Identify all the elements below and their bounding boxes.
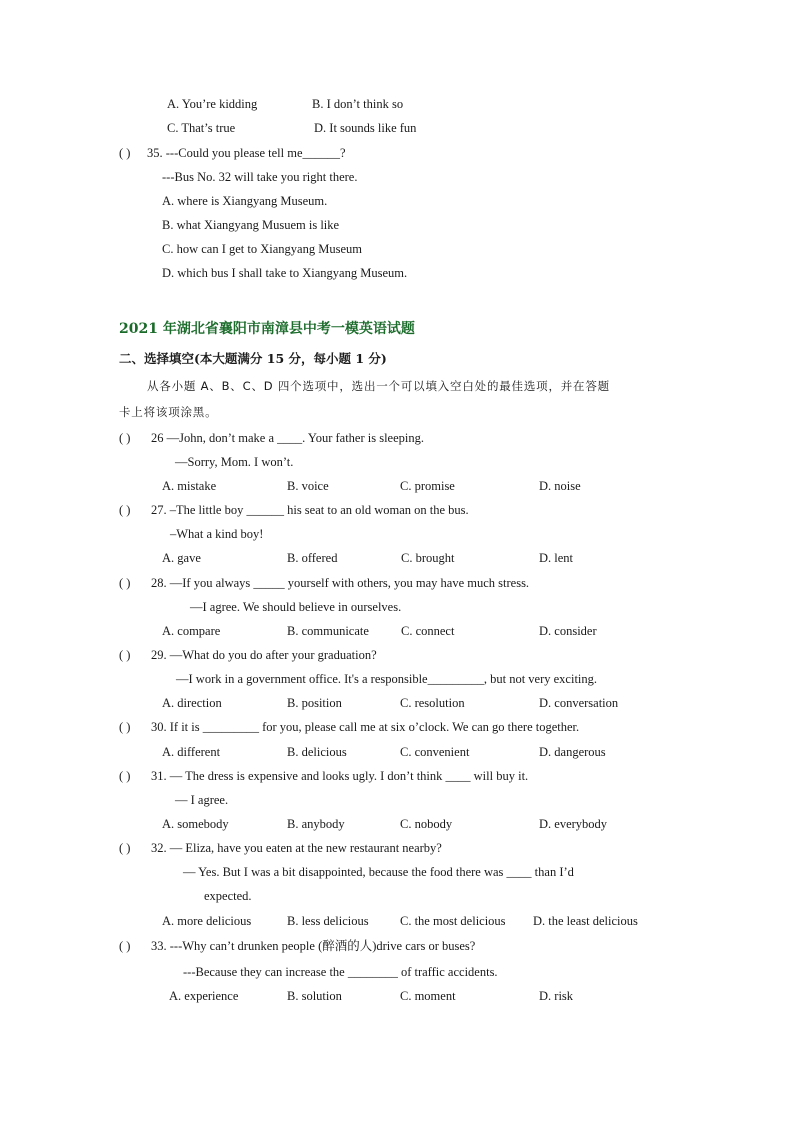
question-stem: 33. ---Why can’t drunken people (醉酒的人)drive cars or buses? bbox=[151, 939, 476, 953]
option-a: A. gave bbox=[162, 551, 201, 565]
question-reply: —I agree. We should believe in ourselves. bbox=[190, 600, 402, 614]
option-d: D. which bus I shall take to Xiangyang Museum. bbox=[162, 266, 408, 280]
question-reply: — Yes. But I was a bit disappointed, because the food there was ____ than I’d bbox=[183, 865, 574, 879]
question-stem: 32. — Eliza, have you eaten at the new restaurant nearby? bbox=[151, 841, 442, 855]
question-reply: ---Because they can increase the ________ of traffic accidents. bbox=[183, 965, 498, 979]
option-a: A. more delicious bbox=[162, 914, 252, 928]
option-a: A. direction bbox=[162, 696, 222, 710]
question-stem: 35. ---Could you please tell me______? bbox=[147, 146, 346, 160]
answer-bracket: ( ) bbox=[119, 939, 131, 953]
option-c: C. That’s true bbox=[167, 121, 236, 135]
question-stem: 29. —What do you do after your graduation? bbox=[151, 648, 377, 662]
option-d: D. conversation bbox=[539, 696, 619, 710]
page-title: 2021 年湖北省襄阳市南漳县中考一模英语试题 bbox=[119, 321, 415, 337]
option-a: A. somebody bbox=[162, 817, 229, 831]
option-b: B. voice bbox=[287, 479, 329, 493]
option-d: D. noise bbox=[539, 479, 581, 493]
option-c: C. connect bbox=[401, 624, 455, 638]
option-d: D. everybody bbox=[539, 817, 608, 831]
option-a: A. different bbox=[162, 745, 221, 759]
option-d: D. lent bbox=[539, 551, 574, 565]
option-b: B. anybody bbox=[287, 817, 345, 831]
option-b: B. what Xiangyang Musuem is like bbox=[162, 218, 340, 232]
question-reply: — I agree. bbox=[175, 793, 229, 807]
option-c: C. how can I get to Xiangyang Museum bbox=[162, 242, 362, 256]
option-c: C. brought bbox=[401, 551, 455, 565]
option-c: C. moment bbox=[400, 989, 456, 1003]
option-a: A. compare bbox=[162, 624, 221, 638]
answer-bracket: ( ) bbox=[119, 648, 131, 662]
option-b: B. position bbox=[287, 696, 342, 710]
question-reply-continued: expected. bbox=[204, 889, 252, 903]
option-c: C. promise bbox=[400, 479, 455, 493]
question-reply: —I work in a government office. It's a responsible_________, but not very exciting. bbox=[176, 672, 598, 686]
option-a: A. where is Xiangyang Museum. bbox=[162, 194, 328, 208]
answer-bracket: ( ) bbox=[119, 431, 131, 445]
option-a: A. You’re kidding bbox=[167, 97, 258, 111]
answer-bracket: ( ) bbox=[119, 769, 131, 783]
question-stem: 28. —If you always _____ yourself with others, you may have much stress. bbox=[151, 576, 530, 590]
option-d: D. risk bbox=[539, 989, 574, 1003]
option-b: B. communicate bbox=[287, 624, 369, 638]
option-c: C. convenient bbox=[400, 745, 470, 759]
answer-bracket: ( ) bbox=[119, 146, 131, 160]
answer-bracket: ( ) bbox=[119, 720, 131, 734]
option-b: B. I don’t think so bbox=[312, 97, 404, 111]
answer-bracket: ( ) bbox=[119, 503, 131, 517]
option-b: B. less delicious bbox=[287, 914, 369, 928]
section-heading: 二、选择填空(本大题满分 15 分，每小题 1 分) bbox=[119, 351, 387, 366]
option-b: B. solution bbox=[287, 989, 342, 1003]
question-reply: –What a kind boy! bbox=[170, 527, 264, 541]
option-d: D. consider bbox=[539, 624, 597, 638]
instruction-line-2: 卡上将该项涂黑。 bbox=[119, 405, 218, 419]
option-c: C. the most delicious bbox=[400, 914, 506, 928]
option-d: D. dangerous bbox=[539, 745, 606, 759]
option-a: A. experience bbox=[169, 989, 239, 1003]
answer-bracket: ( ) bbox=[119, 841, 131, 855]
option-d: D. It sounds like fun bbox=[314, 121, 417, 135]
question-stem: 31. — The dress is expensive and looks ugly. I don’t think ____ will buy it. bbox=[151, 769, 529, 783]
question-reply: ---Bus No. 32 will take you right there. bbox=[162, 170, 358, 184]
instruction-line-1: 从各小题 A、B、C、D 四个选项中，选出一个可以填入空白处的最佳选项，并在答题 bbox=[147, 379, 610, 393]
question-stem: 27. –The little boy ______ his seat to an old woman on the bus. bbox=[151, 503, 469, 517]
option-c: C. nobody bbox=[400, 817, 453, 831]
question-stem: 26 —John, don’t make a ____. Your father is sleeping. bbox=[151, 431, 425, 445]
answer-bracket: ( ) bbox=[119, 576, 131, 590]
question-stem: 30. If it is _________ for you, please call me at six o’clock. We can go there together. bbox=[151, 720, 580, 734]
option-b: B. offered bbox=[287, 551, 338, 565]
option-d: D. the least delicious bbox=[533, 914, 638, 928]
option-b: B. delicious bbox=[287, 745, 347, 759]
question-reply: —Sorry, Mom. I won’t. bbox=[175, 455, 294, 469]
option-c: C. resolution bbox=[400, 696, 465, 710]
option-a: A. mistake bbox=[162, 479, 217, 493]
